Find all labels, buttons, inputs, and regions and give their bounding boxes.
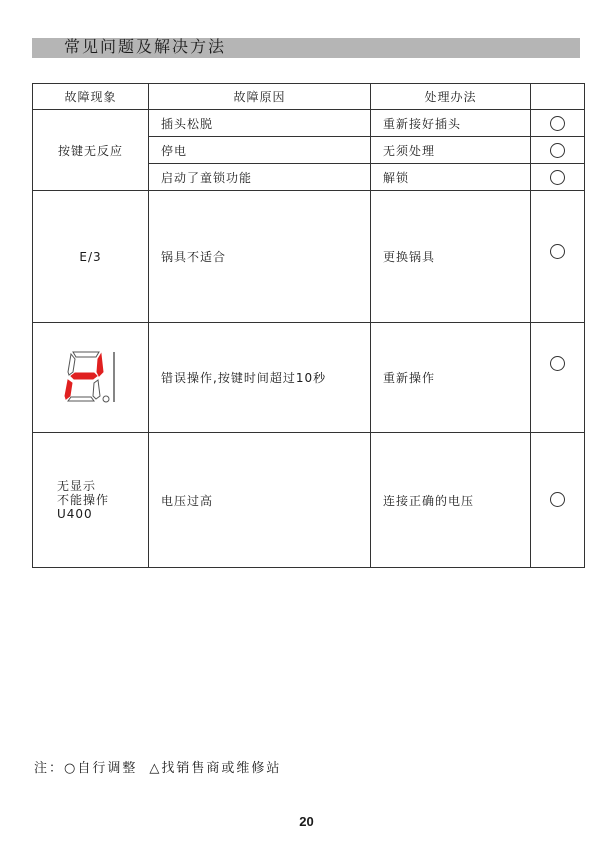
symptom-cell: E/3 — [33, 191, 149, 323]
mark-cell — [531, 191, 585, 323]
solution-cell: 更换锅具 — [371, 191, 531, 323]
note-contact-dealer: △找销售商或维修站 — [149, 761, 282, 776]
page-title: 常见问题及解决方法 — [64, 37, 227, 56]
circle-icon — [550, 170, 565, 185]
symptom-line: 不能操作 — [57, 493, 110, 507]
table-header-row — [33, 84, 585, 110]
solution-cell: 解锁 — [371, 164, 531, 191]
mark-cell — [531, 323, 585, 433]
solution-cell: 重新操作 — [371, 323, 531, 433]
table-row — [33, 110, 585, 137]
circle-icon — [550, 356, 565, 371]
note-self-adjust: ○自行调整 — [64, 761, 138, 776]
solution-cell: 无须处理 — [371, 137, 531, 164]
circle-icon — [550, 244, 565, 259]
circle-icon — [550, 116, 565, 131]
legend-note — [34, 760, 281, 778]
symptom-cell — [33, 433, 149, 568]
fault-table — [32, 83, 585, 568]
mark-cell — [531, 137, 585, 164]
header-symptom: 故障现象 — [33, 84, 149, 110]
cause-cell: 锅具不适合 — [149, 191, 371, 323]
circle-icon — [550, 492, 565, 507]
cause-cell: 启动了童锁功能 — [149, 164, 371, 191]
table-row — [33, 323, 585, 433]
cause-cell: 错误操作,按键时间超过10秒 — [149, 323, 371, 433]
solution-cell: 重新接好插头 — [371, 110, 531, 137]
table-row — [33, 191, 585, 323]
symptom-cell — [33, 323, 149, 433]
circle-icon — [550, 143, 565, 158]
header-cause: 故障原因 — [149, 84, 371, 110]
solution-cell: 连接正确的电压 — [371, 433, 531, 568]
page-number: 20 — [299, 814, 314, 829]
header-mark — [531, 84, 585, 110]
seven-segment-display-icon — [61, 348, 121, 407]
mark-cell — [531, 164, 585, 191]
symptom-line: 无显示 — [57, 479, 97, 493]
table-row — [33, 433, 585, 568]
mark-cell — [531, 110, 585, 137]
cause-cell: 插头松脱 — [149, 110, 371, 137]
symptom-cell: 按键无反应 — [33, 110, 149, 191]
cause-cell: 停电 — [149, 137, 371, 164]
note-prefix: 注： — [34, 761, 65, 776]
mark-cell — [531, 433, 585, 568]
symptom-line: U400 — [57, 507, 93, 521]
header-solution: 处理办法 — [371, 84, 531, 110]
cause-cell: 电压过高 — [149, 433, 371, 568]
